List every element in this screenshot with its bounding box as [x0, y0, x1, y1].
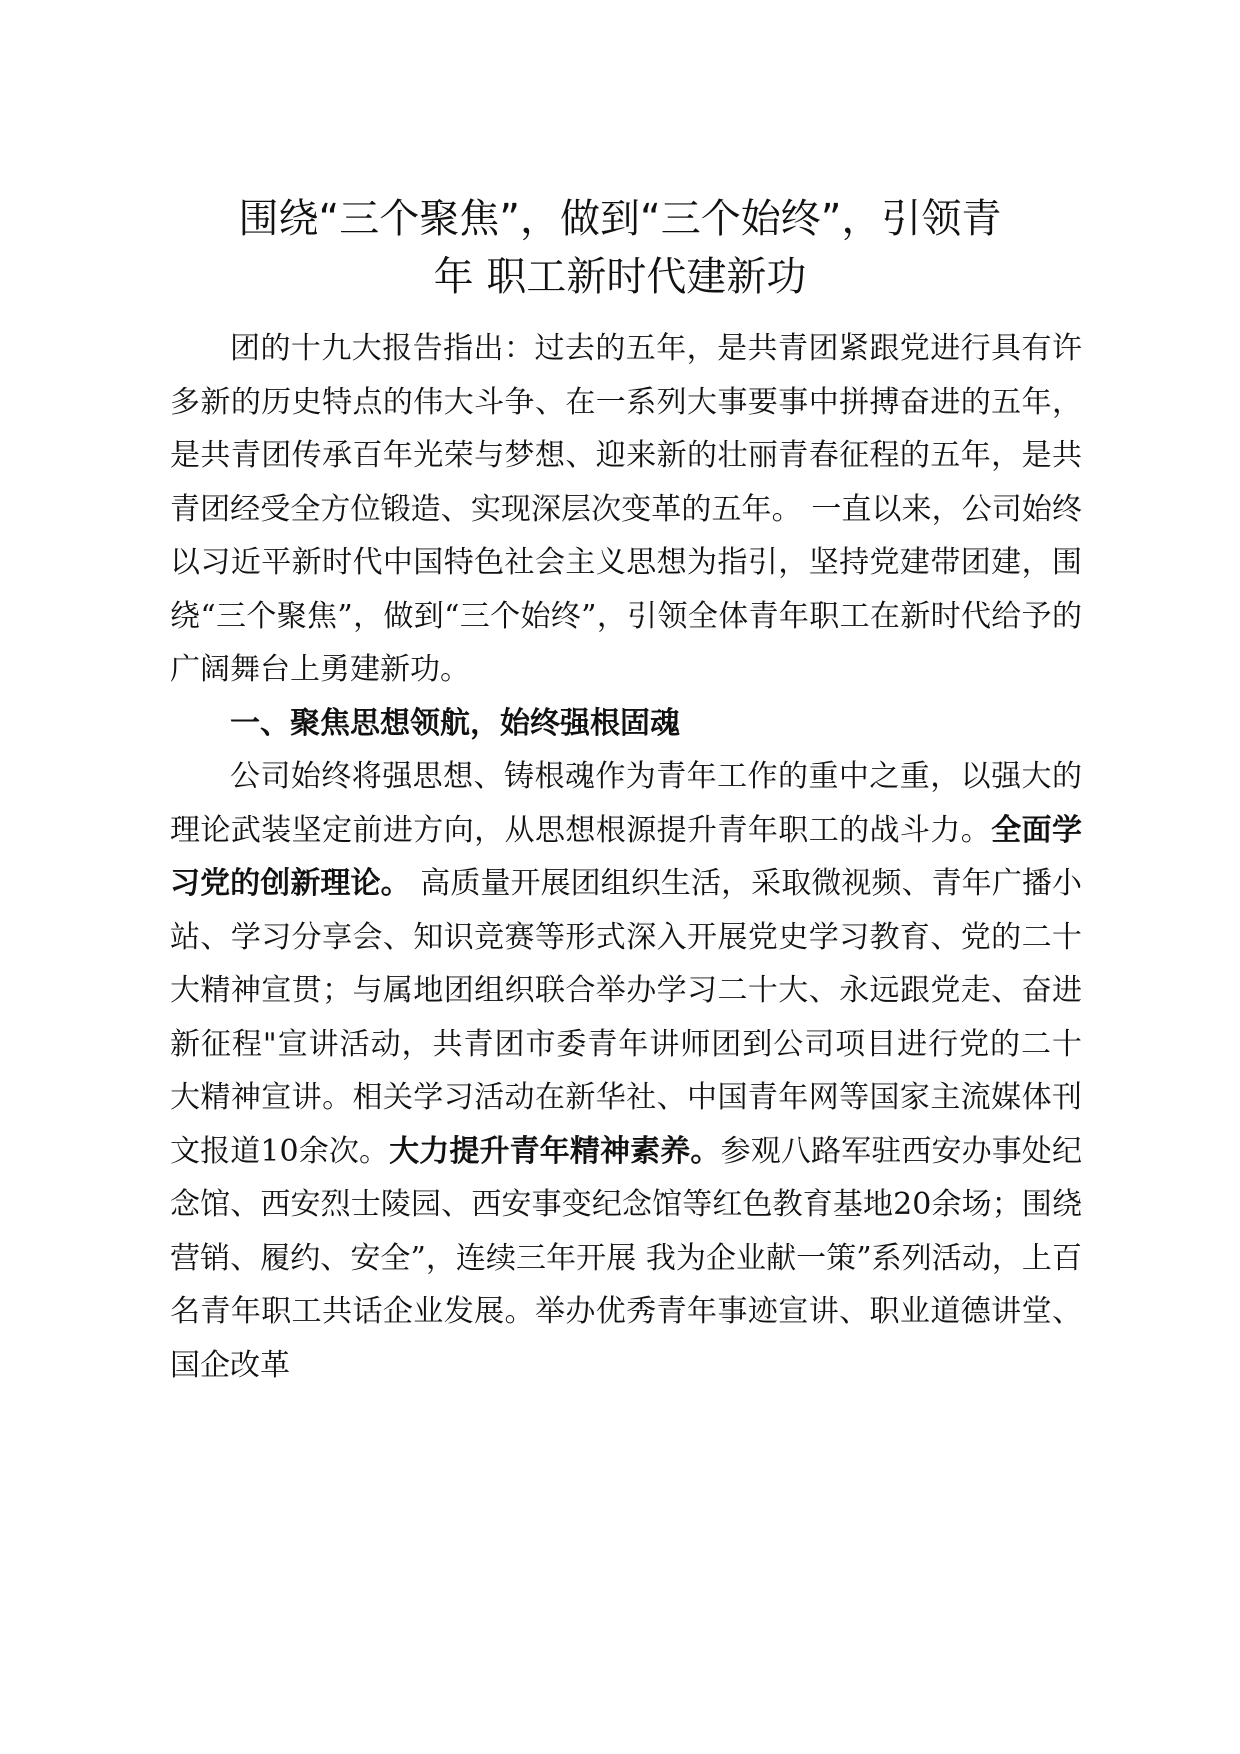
lead-innovation-theory: 全面学习党的创新理论。 [170, 812, 1082, 901]
document-body [170, 322, 1082, 1392]
section-1-text-e: 参观八路军驻西安办事处纪念馆、西安烈士陵园、西安事变纪念馆等红色教育基地20余场；围绕 营销、履约、安全”，连续三年开展 我为企业献一策”系列活动，上百名青年职工共话企业发展。举办优秀青年事迹宣讲、职业道德讲堂、国企改革 [170, 1133, 1083, 1383]
title-line-1: 围绕“三个聚焦”，做到“三个始终”，引领青 [238, 196, 1002, 242]
section-1-text-a: 公司始终将强思想、铸根魂作为青年工作的重中之重，以强大的理论武装坚定前进方向，从思想根源提升青年职工的战斗力。 [170, 759, 1082, 848]
intro-paragraph: 团的十九大报告指出：过去的五年，是共青团紧跟党进行具有许多新的历史特点的伟大斗争、在一系列大事要事中拼搏奋进的五年，是共青团传承百年光荣与梦想、迎来新的壮丽青春征程的五年，是共青团经受全方位锻造、实现深层次变革的五年。 一直以来，公司始终以习近平新时代中国特色社会主义思想为指引，坚持党建带团建，围绕“三个聚焦”，做到“三个始终”，引领全体青年职工在新时代给予的广阔舞台上勇建新功。 [170, 331, 1082, 687]
lead-spiritual-literacy: 大力提升青年精神素养。 [389, 1133, 721, 1169]
section-1-paragraph [170, 750, 1082, 1392]
title-line-2: 年 职工新时代建新功 [433, 254, 807, 300]
document-title [160, 190, 1080, 306]
section-heading-1: 一、聚焦思想领航，始终强根固魂 [230, 705, 680, 741]
section-1-text-c: 高质量开展团组织生活，采取微视频、青年广播小站、学习分享会、知识竞赛等形式深入开展党史学习教育、党的二十大精神宣贯；与属地团组织联合举办学习二十大、永远跟党走、奋进新征程"宣讲活动，共青团市委青年讲师团到公司项目进行党的二十大精神宣讲。相关学习活动在新华社、中国青年网等国家主流媒体刊文报道10余次。 [170, 866, 1082, 1169]
